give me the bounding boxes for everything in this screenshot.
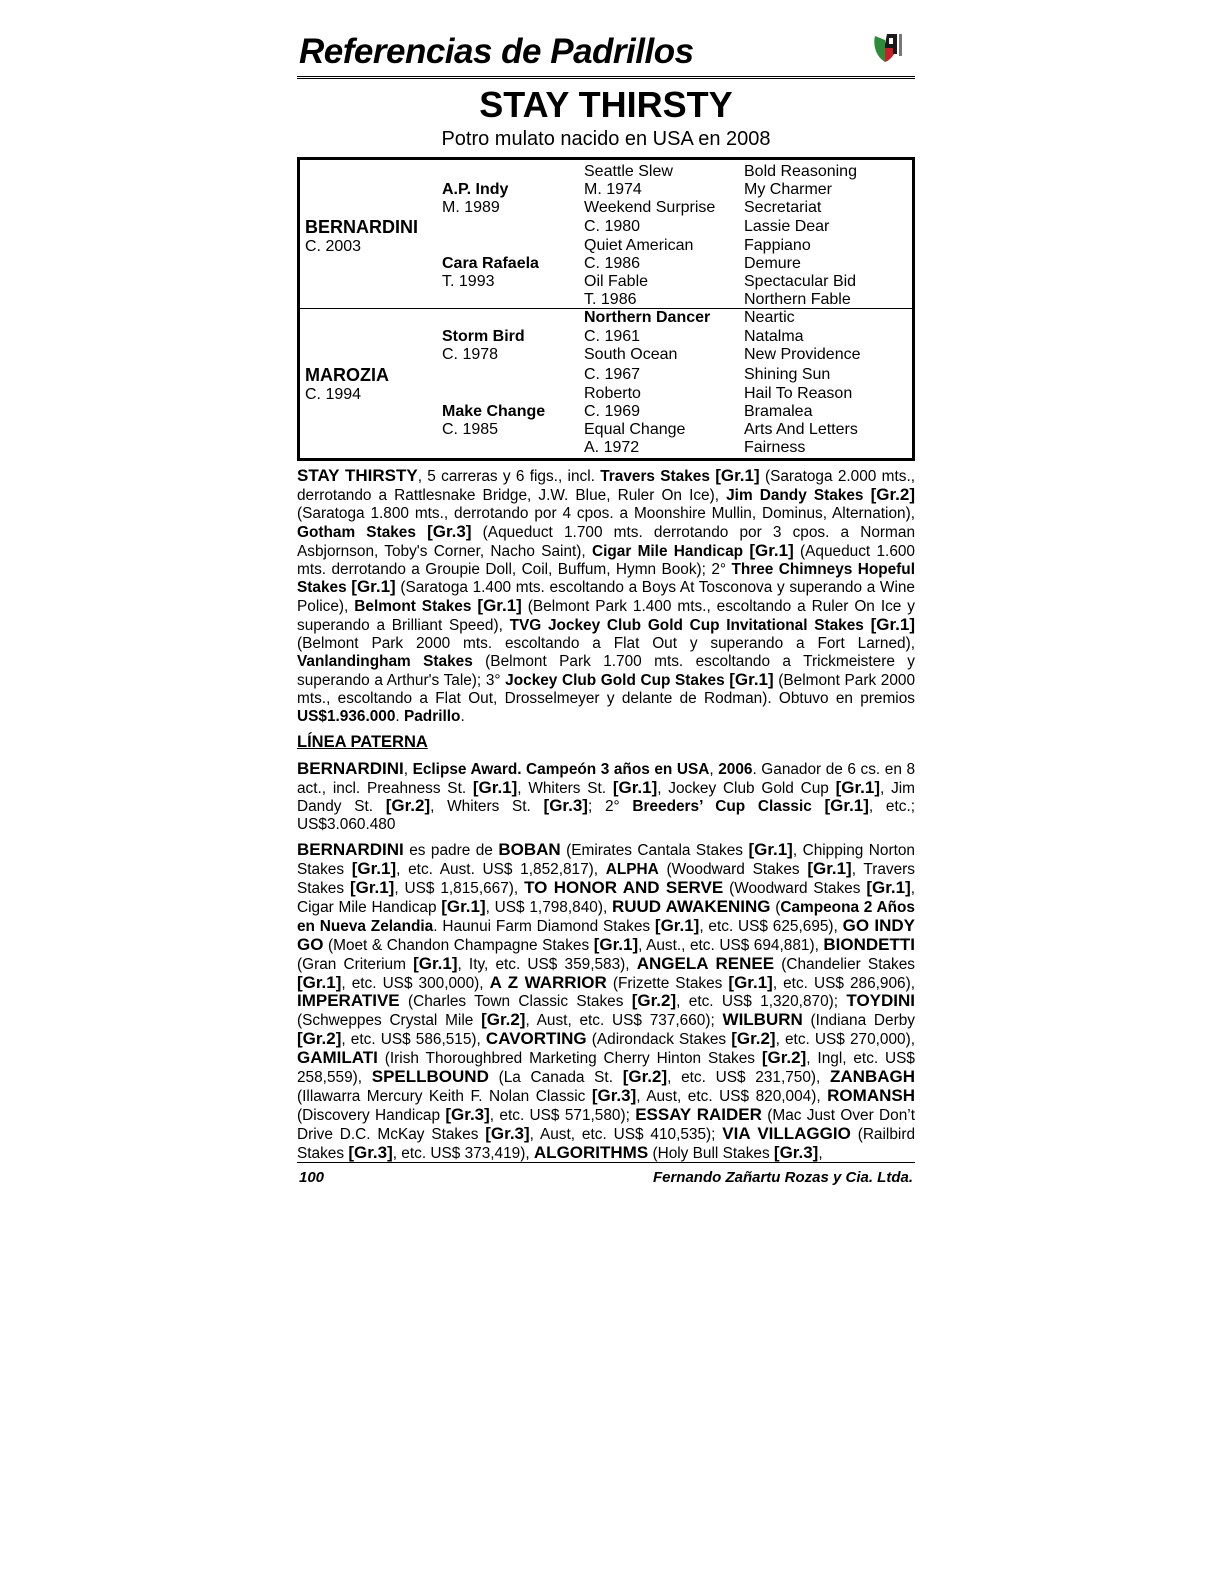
text-run: [Gr.2]	[761, 1048, 807, 1068]
text-run: (Railbird Stakes	[297, 1125, 915, 1162]
text-run: [Gr.1]	[477, 596, 522, 616]
pedigree-g4-2: My Charmer	[744, 181, 833, 198]
text-run: (Frizette Stakes	[606, 974, 729, 992]
pedigree-dam-dam-info: C. 1985	[442, 421, 499, 438]
text-run: [Gr.1]	[729, 669, 774, 689]
page-header	[297, 28, 915, 79]
text-run: , etc. US$ 571,580);	[489, 1106, 636, 1124]
text-run: STAY THIRSTY	[297, 466, 418, 485]
text-run: (Adirondack Stakes	[586, 1031, 732, 1049]
text-run: (Aqueduct 1.700 mts. derrotando por 3 cpos. a Norman Asbjornson, Toby's Corner, Nacho Saint),	[297, 523, 915, 560]
text-run: Jim Dandy Stakes	[726, 486, 864, 504]
text-run: RUUD AWAKENING	[611, 896, 771, 916]
pedigree-g4-10: Natalma	[744, 328, 804, 345]
pedigree-g4-3: Secretariat	[744, 199, 822, 216]
text-run: (Mac Just Over Don’t Drive D.C. McKay Stakes	[297, 1106, 915, 1143]
publisher-name: Fernando Zañartu Rozas y Cia. Ltda.	[652, 1169, 913, 1186]
text-run: IMPERATIVE	[297, 991, 400, 1011]
text-run: [Gr.1]	[715, 466, 760, 485]
text-run: ; 2°	[587, 798, 633, 816]
text-run: , Whiters St.	[517, 779, 613, 797]
text-run: [Gr.1]	[749, 540, 794, 560]
text-run: (Woodward Stakes	[723, 880, 867, 898]
pedigree-g4-5: Fappiano	[744, 237, 811, 254]
pedigree-sire-info: C. 2003	[305, 238, 362, 255]
text-run: , Jim Dandy St.	[297, 779, 916, 816]
text-run: (Saratoga 1.800 mts., derrotando por 4 cpos. a Moonshire Mullin, Dominus, Alternation),	[297, 504, 915, 522]
text-run: WILBURN	[722, 1010, 803, 1030]
text-run: Belmont Stakes	[354, 598, 472, 616]
text-run: ESSAY RAIDER	[635, 1104, 762, 1124]
text-run: [Gr.1]	[835, 777, 881, 797]
text-run: Campeona 2 Años en Nueva Zelandia	[297, 898, 915, 935]
text-run: , etc. US$ 231,750),	[667, 1069, 831, 1087]
text-run: [Gr.1]	[807, 859, 852, 879]
text-run: .	[460, 707, 465, 725]
pedigree-g4-15: Arts And Letters	[744, 421, 858, 438]
text-run: [Gr.1]	[728, 972, 773, 992]
pedigree-dam-name: MAROZIA	[305, 365, 389, 385]
text-run: , US$ 1,798,840),	[485, 898, 612, 916]
pedigree-dam-sire-name: Storm Bird	[442, 328, 525, 345]
text-run: [Gr.1]	[870, 615, 915, 635]
pedigree-g3-14: C. 1969	[584, 403, 641, 420]
pedigree-sire-dam-name: Cara Rafaela	[442, 255, 539, 272]
pedigree-g3-12: C. 1967	[584, 366, 641, 383]
pedigree-sire-name: BERNARDINI	[305, 217, 419, 237]
text-run: . Ganador de 6 cs. en 8 act., incl. Preahness St.	[297, 760, 915, 797]
text-run: . Haunui Farm Diamond Stakes	[433, 917, 655, 935]
text-run: [Gr.1]	[413, 953, 458, 973]
pedigree-g3-8: T. 1986	[584, 291, 637, 308]
text-run: (Holy Bull Stakes	[648, 1144, 774, 1162]
text-run: , etc. US$ 586,515),	[341, 1031, 486, 1049]
text-run	[812, 798, 825, 815]
text-run: [Gr.3]	[348, 1142, 393, 1162]
horse-name: STAY THIRSTY	[479, 84, 733, 125]
text-run: [Gr.1]	[866, 878, 911, 898]
pedigree-g3-6: C. 1986	[584, 255, 641, 272]
text-run: [Gr.2]	[622, 1067, 668, 1087]
pedigree-g4-7: Spectacular Bid	[744, 273, 857, 290]
text-run: , etc. US$ 286,906),	[772, 974, 915, 992]
text-run: [Gr.2]	[481, 1010, 526, 1030]
text-run: BIONDETTI	[823, 934, 915, 954]
text-run: (Belmont Park 1.700 mts. escoltando a Trickmeistere y superando a Arthur's Tale); 3°	[297, 653, 915, 689]
pedigree-table	[297, 157, 915, 461]
page-title: Referencias de Padrillos	[299, 32, 694, 71]
text-run: Eclipse Award. Campeón 3 años en USA	[412, 760, 710, 778]
text-run: [Gr.1]	[297, 972, 342, 992]
text-run: (Belmont Park 2000 mts. escoltando a Flat Out y superando a Fort Larned),	[297, 635, 915, 653]
text-run: [Gr.1]	[748, 840, 793, 860]
text-run: BERNARDINI	[297, 758, 404, 778]
text-run: GAMILATI	[297, 1048, 378, 1068]
text-run: (Charles Town Classic Stakes	[399, 993, 632, 1011]
text-run: (Woodward Stakes	[658, 861, 808, 879]
pedigree-g3-5: Quiet American	[584, 237, 694, 254]
text-run: (Illawarra Mercury Keith F. Nolan Classic	[297, 1088, 592, 1105]
horse-subtitle: Potro mulato nacido en USA en 2008	[441, 128, 771, 150]
text-run: (Indiana Derby	[802, 1012, 915, 1030]
pedigree-g4-14: Bramalea	[744, 403, 813, 420]
text-run: VIA VILLAGGIO	[722, 1123, 851, 1143]
text-run: GO INDY GO	[297, 915, 915, 954]
text-run: TVG Jockey Club Gold Cup Invitational Stakes	[509, 617, 864, 635]
text-run: (Chandelier Stakes	[774, 955, 915, 973]
text-run: , Ingl, etc. US$ 258,559),	[297, 1050, 915, 1087]
pedigree-dam-sire-info: C. 1978	[442, 346, 499, 363]
pedigree-g4-9: Neartic	[744, 309, 795, 326]
pedigree-g3-13: Roberto	[584, 385, 641, 402]
pedigree-g3-9: Northern Dancer	[584, 309, 711, 326]
page-number: 100	[299, 1169, 325, 1186]
text-run: [Gr.3]	[485, 1123, 530, 1143]
text-run: , etc. US$ 300,000),	[341, 974, 490, 992]
text-run: (Belmont Park 1.400 mts., escoltando a Ruler On Ice y superando a Brilliant Speed),	[297, 598, 916, 635]
text-run: [Gr.2]	[385, 796, 431, 816]
text-run: [Gr.1]	[351, 859, 397, 879]
text-run: [Gr.2]	[297, 1029, 342, 1049]
text-run: Breeders’ Cup Classic	[632, 798, 812, 816]
text-run: [Gr.3]	[427, 521, 472, 541]
sire-line-paragraph-1	[297, 760, 915, 835]
text-run: (Discovery Handicap	[297, 1106, 446, 1124]
text-run: BOBAN	[498, 840, 561, 860]
pedigree-g3-15: Equal Change	[584, 421, 686, 438]
section-title-sire-line: LÍNEA PATERNA	[297, 732, 428, 751]
text-run: , Cigar Mile Handicap	[297, 880, 916, 916]
text-run: [Gr.1]	[349, 878, 395, 898]
text-run: (Irish Thoroughbred Marketing Cherry Hinton Stakes	[377, 1050, 762, 1068]
page	[297, 28, 915, 1170]
text-run: [Gr.1]	[441, 896, 486, 916]
text-run: , Aust, etc. US$ 737,660);	[525, 1012, 723, 1030]
text-run: [Gr.2]	[731, 1029, 776, 1049]
pedigree-sire-sire-name: A.P. Indy	[442, 181, 509, 198]
text-run: , 5 carreras y 6 figs., incl.	[417, 468, 601, 485]
pedigree-g4-8: Northern Fable	[744, 291, 851, 308]
pedigree-dam-info: C. 1994	[305, 386, 362, 403]
text-run: , Aust., etc. US$ 694,881),	[638, 936, 824, 954]
pedigree-dam-dam-name: Make Change	[442, 403, 546, 420]
text-run: , Chipping Norton Stakes	[297, 842, 915, 879]
text-run: ROMANSH	[827, 1086, 915, 1105]
text-run: US$1.936.000	[297, 707, 396, 725]
pedigree-g4-1: Bold Reasoning	[744, 163, 857, 180]
text-run: (Saratoga 1.400 mts. escoltando a Boys At Tosconova y superando a Wine Police),	[297, 579, 915, 616]
text-run: , Ity, etc. US$ 359,583),	[457, 955, 637, 973]
text-run: Jockey Club Gold Cup Stakes	[505, 671, 725, 689]
text-run: BERNARDINI	[297, 840, 404, 860]
text-run: ANGELA RENEE	[636, 953, 775, 973]
text-run: , US$ 1,815,667),	[394, 880, 525, 898]
text-run: Cigar Mile Handicap	[591, 542, 744, 560]
text-run: ZANBAGH	[830, 1067, 916, 1087]
text-run: ,	[403, 760, 413, 778]
text-run: (Emirates Cantala Stakes	[560, 842, 749, 860]
pedigree-g4-11: New Providence	[744, 346, 861, 363]
text-run: es padre de	[403, 842, 499, 860]
publisher-logo-icon	[871, 30, 905, 64]
text-run: , etc. US$ 373,419),	[392, 1144, 534, 1162]
text-run: CAVORTING	[485, 1029, 587, 1049]
pedigree-g4-4: Lassie Dear	[744, 218, 830, 235]
text-run: (Moet & Chandon Champagne Stakes	[323, 936, 594, 954]
pedigree-g4-13: Hail To Reason	[744, 385, 853, 402]
text-run: , etc.; US$3.060.480	[297, 798, 915, 834]
text-run: Travers Stakes	[600, 468, 710, 485]
text-run: [Gr.1]	[593, 934, 639, 954]
text-run: (Aqueduct 1.600 mts. derrotando a Groupie Doll, Coil, Buffum, Hymn Book); 2°	[297, 542, 915, 578]
text-run: (Gran Criterium	[297, 955, 414, 973]
pedigree-g3-7: Oil Fable	[584, 273, 649, 290]
text-run: [Gr.3]	[543, 796, 588, 816]
text-run: Padrillo	[403, 707, 461, 725]
text-run: (Schweppes Crystal Mile	[297, 1012, 482, 1030]
text-run: [Gr.1]	[654, 915, 700, 935]
sire-line-paragraph-2	[297, 841, 915, 1162]
body-text	[297, 467, 915, 1163]
text-run: TO HONOR AND SERVE	[524, 878, 724, 898]
text-run: [Gr.3]	[591, 1086, 637, 1105]
page-footer	[297, 1162, 915, 1187]
text-run: , Aust, etc. US$ 820,004),	[636, 1088, 828, 1105]
text-run: , etc. Aust. US$ 1,852,817),	[396, 861, 606, 879]
text-run: ,	[818, 1144, 823, 1162]
text-run: Gotham Stakes	[297, 523, 416, 541]
text-run: [Gr.1]	[472, 777, 518, 797]
text-run: [Gr.3]	[773, 1142, 819, 1162]
pedigree-g3-10: C. 1961	[584, 328, 641, 345]
text-run: ALGORITHMS	[533, 1142, 649, 1162]
text-run: .	[395, 707, 404, 725]
pedigree-g4-16: Fairness	[744, 439, 806, 456]
race-record-paragraph	[297, 467, 915, 726]
text-run: (Saratoga 2.000 mts., derrotando a Rattlesnake Bridge, J.W. Blue, Ruler On Ice),	[297, 468, 915, 504]
text-run: [Gr.3]	[445, 1104, 490, 1124]
pedigree-g3-4: C. 1980	[584, 218, 641, 235]
pedigree-g3-1: Seattle Slew	[584, 163, 673, 180]
text-run: SPELLBOUND	[371, 1067, 489, 1087]
text-run: , etc. US$ 1,320,870);	[676, 993, 847, 1011]
pedigree-g4-6: Demure	[744, 255, 801, 272]
pedigree-g4-12: Shining Sun	[744, 366, 831, 383]
pedigree-g3-16: A. 1972	[584, 439, 640, 456]
text-run: ALPHA	[605, 861, 659, 879]
text-run: A Z WARRIOR	[489, 972, 607, 992]
pedigree-g3-11: South Ocean	[584, 346, 678, 363]
text-run: (Belmont Park 2000 mts., escoltando a Flat Out, Drosselmeyer y delante de Rodman). Obtuvo en premios	[297, 671, 915, 707]
text-run: (	[770, 898, 781, 916]
text-run: [Gr.1]	[351, 577, 396, 597]
text-run: , etc. US$ 270,000),	[775, 1031, 915, 1049]
pedigree-sire-dam-info: T. 1993	[442, 273, 495, 290]
text-run: [Gr.1]	[824, 796, 869, 816]
text-run: Three Chimneys Hopeful Stakes	[297, 560, 915, 597]
text-run: [Gr.1]	[612, 777, 658, 797]
text-run: , Travers Stakes	[297, 861, 915, 898]
text-run: Vanlandingham Stakes	[297, 653, 473, 671]
pedigree-g3-2: M. 1974	[584, 181, 642, 198]
text-run: (La Canada St.	[488, 1069, 623, 1087]
text-run: , etc. US$ 625,695),	[699, 917, 843, 935]
text-run: TOYDINI	[846, 991, 916, 1011]
text-run: , Jockey Club Gold Cup	[657, 779, 836, 797]
pedigree-g3-3: Weekend Surprise	[584, 199, 716, 216]
text-run: 2006	[718, 760, 753, 778]
text-run: [Gr.2]	[870, 484, 915, 504]
text-run: ,	[709, 760, 719, 778]
text-run: , Whiters St.	[430, 798, 544, 816]
pedigree-sire-sire-info: M. 1989	[442, 199, 500, 216]
text-run: , Aust, etc. US$ 410,535);	[529, 1125, 723, 1143]
text-run: [Gr.2]	[631, 991, 677, 1011]
